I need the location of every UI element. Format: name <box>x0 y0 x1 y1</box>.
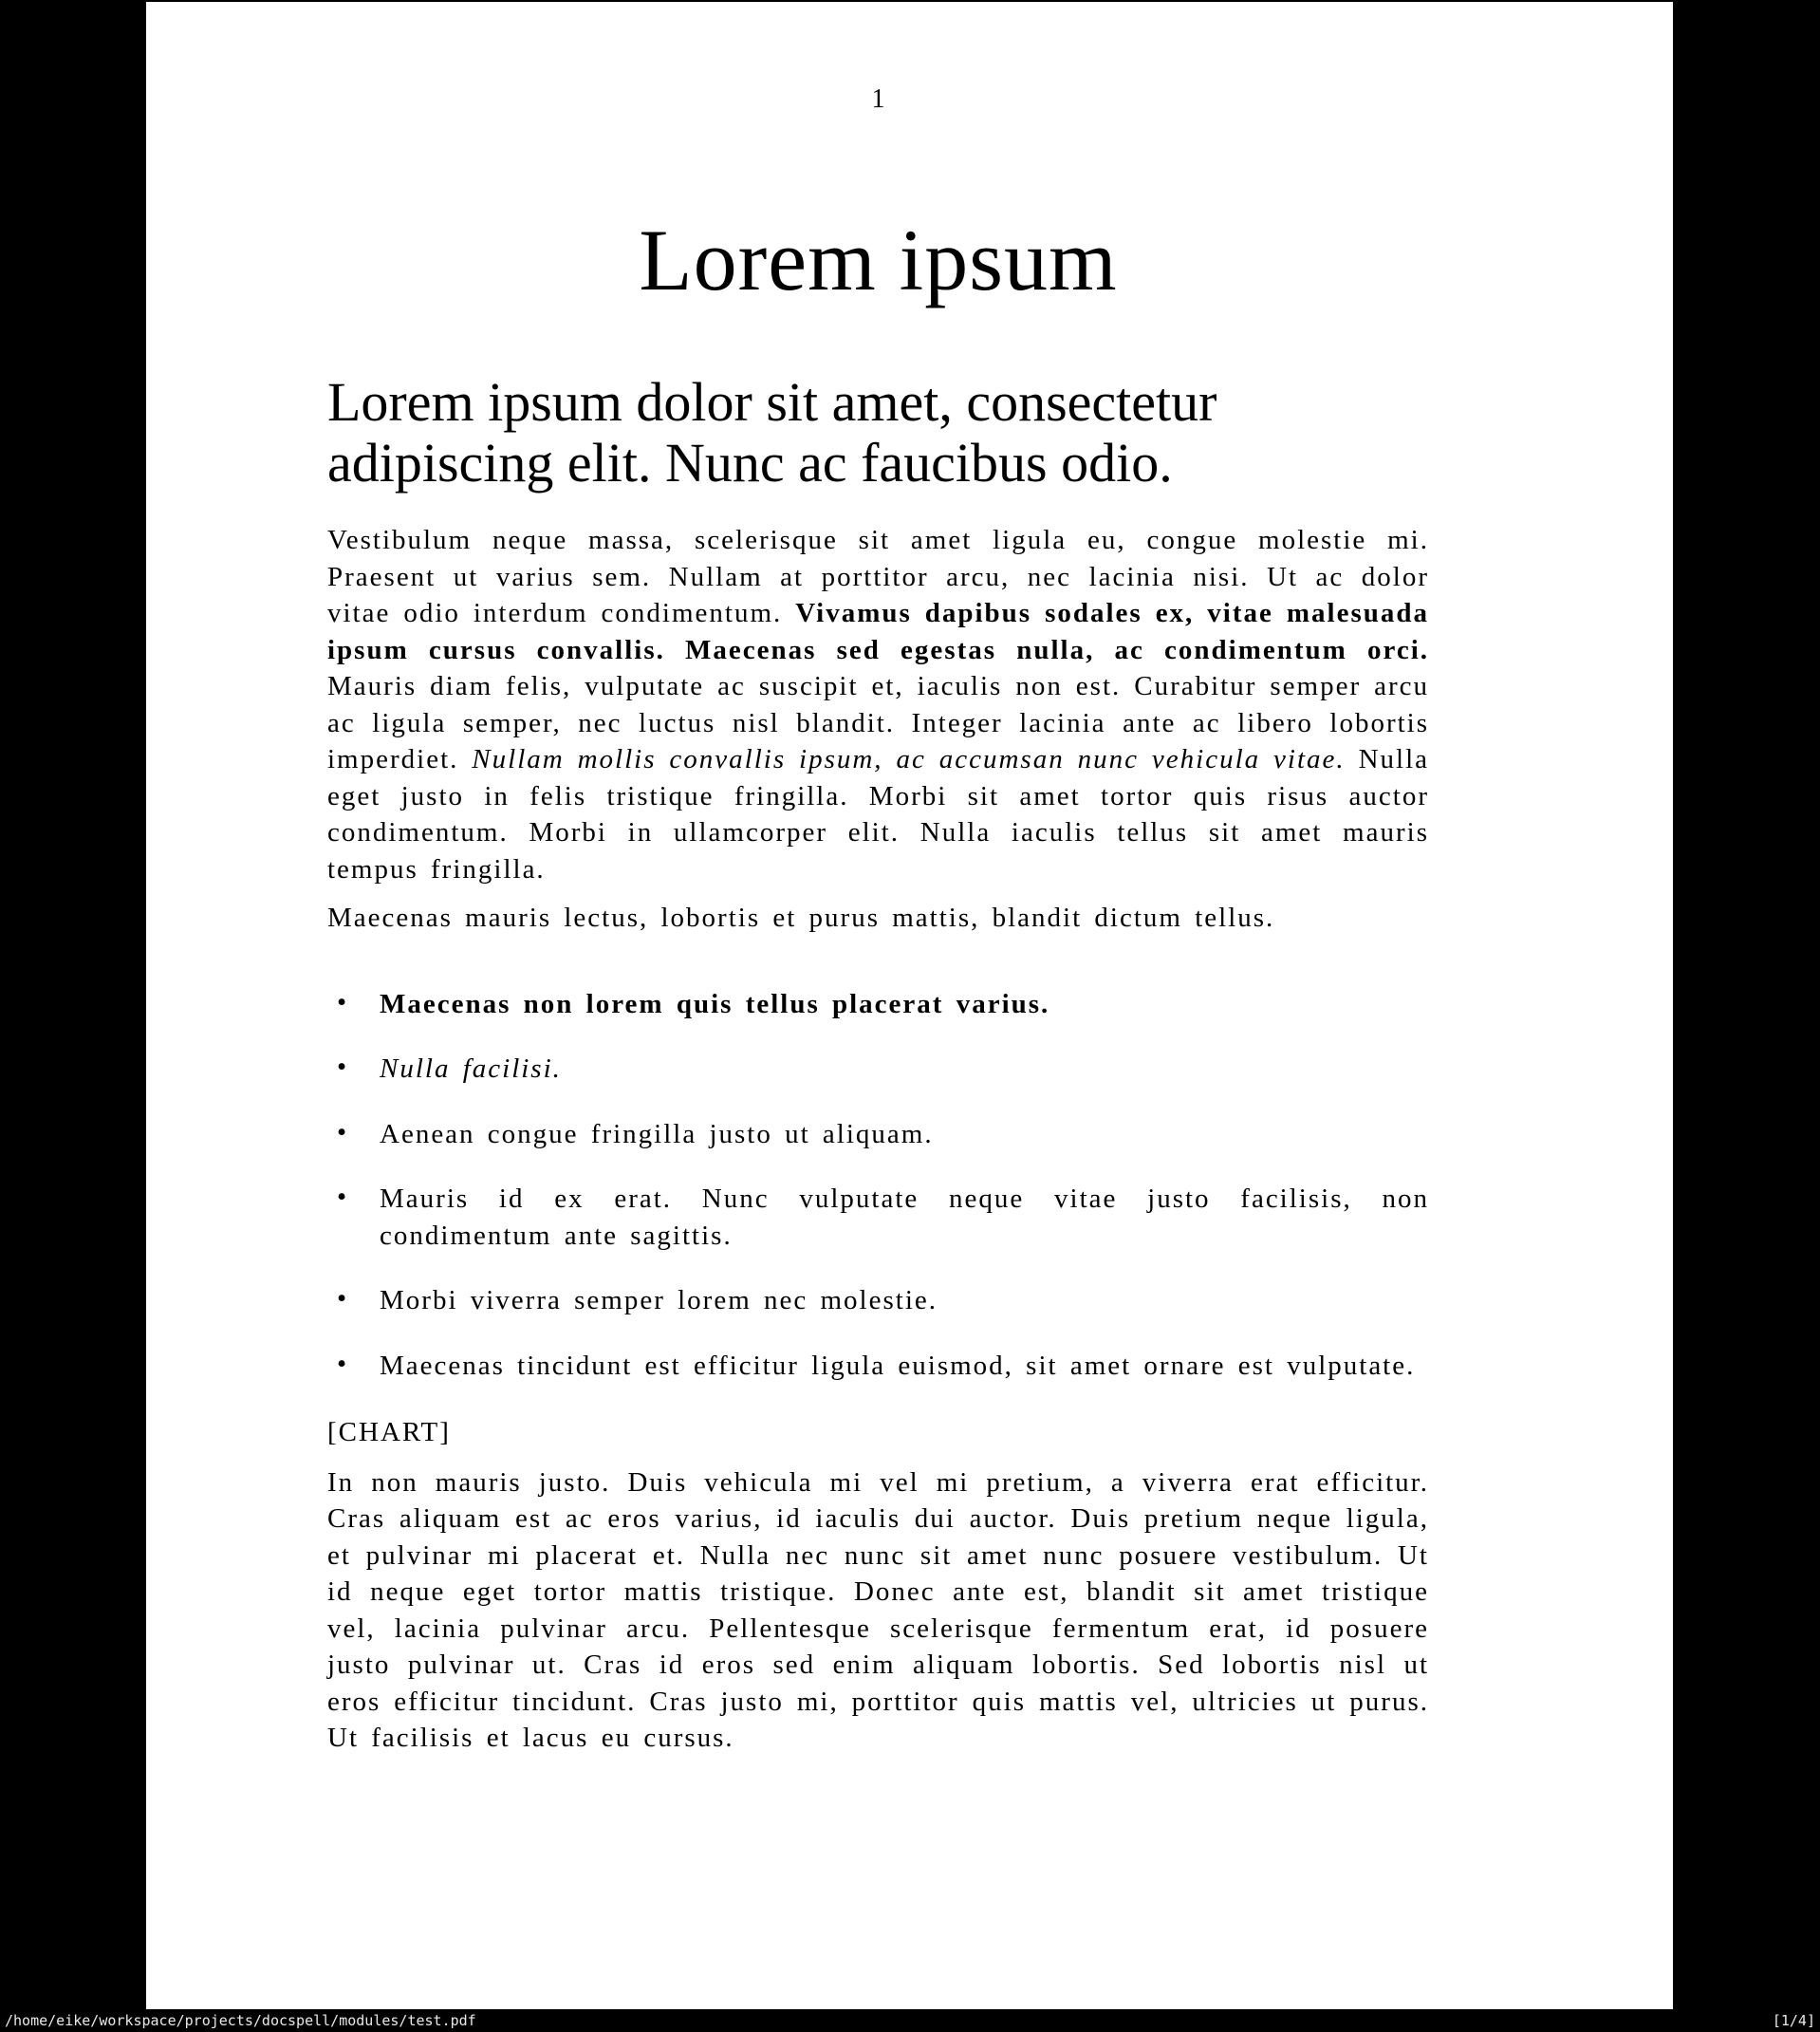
section-heading: Lorem ipsum dolor sit amet, consectetur adipiscing elit. Nunc ac faucibus odio. <box>327 371 1217 494</box>
list-item-text: Aenean congue fringilla justo ut aliquam. <box>380 1118 934 1149</box>
paragraph-maecenas: Maecenas mauris lectus, lobortis et purus mattis, blandit dictum tellus. <box>327 903 1275 933</box>
bullet-icon: • <box>337 1052 347 1082</box>
list-item <box>327 1051 1429 1088</box>
statusbar-file-path: /home/eike/workspace/projects/docspell/modules/test.pdf <box>5 2012 476 2029</box>
list-item <box>327 986 1429 1023</box>
list-item <box>327 1181 1429 1254</box>
paragraph-outro: In non mauris justo. Duis vehicula mi vel mi pretium, a viverra erat efficitur. Cras aliquam est ac eros varius, id iaculis dui auctor. Duis pretium neque ligula, et pulvinar mi placerat et. Nulla nec nunc sit amet nunc posuere vestibulum. Ut id neque eget tortor mattis tristique. Donec ante est, blandit sit amet tristique vel, lacinia pulvinar arcu. Pellentesque scelerisque fermentum erat, id posuere justo pulvinar ut. Cras id eros sed enim aliquam lobortis. Sed lobortis nisl ut eros efficitur tincidunt. Cras justo mi, porttitor quis mattis vel, ultricies ut purus. Ut facilisis et lacus eu cursus. <box>327 1466 1429 1753</box>
list-item-text: Morbi viverra semper lorem nec molestie. <box>380 1285 938 1315</box>
list-item-text: Mauris id ex erat. Nunc vulputate neque vitae justo facilisis, non condimentum ante sagittis. <box>380 1184 1429 1251</box>
pdf-page <box>146 2 1673 2009</box>
bullet-icon: • <box>337 986 347 1017</box>
list-item <box>327 1116 1429 1153</box>
list-item-text: Maecenas tincidunt est efficitur ligula euismod, sit amet ornare est vulputate. <box>380 1350 1416 1381</box>
bullet-icon: • <box>337 1182 347 1212</box>
bullet-icon: • <box>337 1116 347 1147</box>
bullet-icon: • <box>337 1348 347 1379</box>
bullet-icon: • <box>337 1283 347 1314</box>
paragraph-intro: Vestibulum neque massa, scelerisque sit amet ligula eu, congue molestie mi. Praesent ut varius sem. Nullam at porttitor arcu, nec lacinia nisi. Ut ac dolor vitae odio interdum condimentum. Vivamus dapibus sodales ex, vitae malesuada ipsum cursus convallis. Maecenas sed egestas nulla, ac condimentum orci. Mauris diam felis, vulputate ac suscipit et, iaculis non est. Curabitur semper arcu ac ligula semper, nec luctus nisl blandit. Integer lacinia ante ac libero lobortis imperdiet. Nullam mollis convallis ipsum, ac accumsan nunc vehicula vitae. Nulla eget justo in felis tristique fringilla. Morbi sit amet tortor quis risus auctor condimentum. Morbi in ullamcorper elit. Nulla iaculis tellus sit amet mauris tempus fringilla. <box>327 525 1429 885</box>
list-item-text: Maecenas non lorem quis tellus placerat varius. <box>380 988 1050 1019</box>
statusbar-page-indicator: [1/4] <box>1772 2012 1815 2029</box>
bullet-list <box>327 986 1429 1385</box>
statusbar <box>0 2009 1820 2032</box>
chart-placeholder: [CHART] <box>327 1417 451 1447</box>
list-item <box>327 1348 1429 1385</box>
list-item <box>327 1282 1429 1319</box>
page-content <box>146 2 1673 2009</box>
page-number: 1 <box>871 84 885 114</box>
document-title: Lorem ipsum <box>639 212 1118 308</box>
list-item-text: Nulla facilisi. <box>380 1053 562 1084</box>
